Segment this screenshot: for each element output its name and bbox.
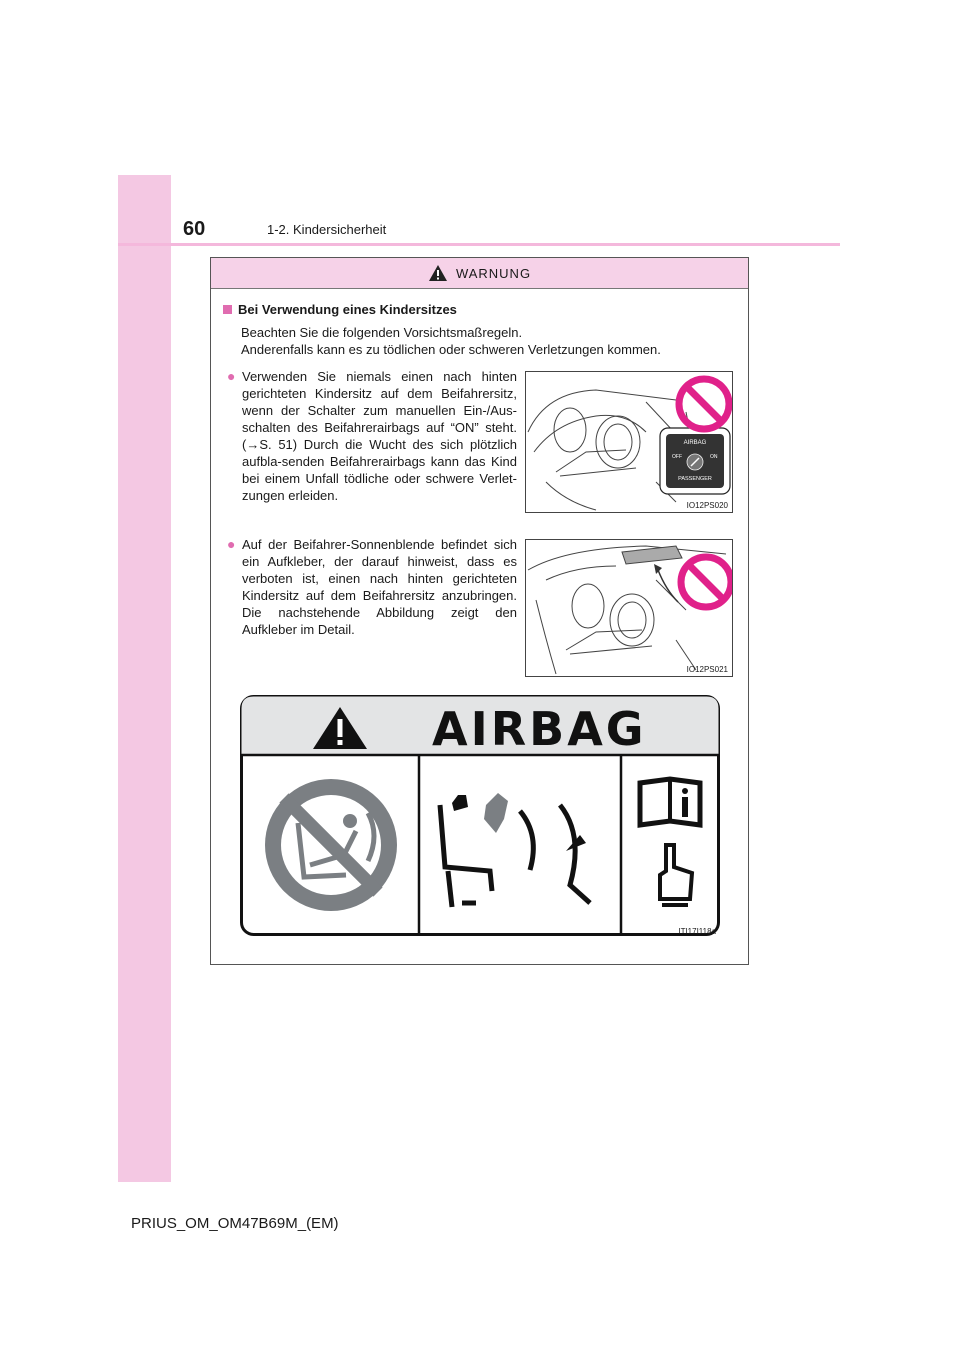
intro-line-2: Anderenfalls kann es zu tödlichen oder schweren Verletzungen kommen. (241, 342, 661, 357)
figure-sun-visor (525, 539, 733, 677)
prohibition-icon (265, 779, 397, 911)
section-title: 1-2. Kindersicherheit (267, 222, 387, 237)
switch-passenger-text: PASSENGER (678, 476, 712, 482)
warning-box (210, 257, 749, 965)
circle-bullet-icon: ● (227, 368, 236, 384)
airbag-label-illustration (240, 695, 720, 941)
prohibition-icon (679, 379, 729, 429)
subtitle-text: Bei Verwendung eines Kindersitzes (238, 302, 457, 317)
circle-bullet-icon: ● (227, 536, 236, 552)
warning-heading: WARNUNG (455, 265, 532, 281)
page-number: 60 (183, 218, 206, 240)
intro-line-1: Beachten Sie die folgenden Vorsichtsmaßregeln. (241, 325, 523, 340)
warning-triangle-icon (428, 264, 448, 282)
label-figure-code: ITI17I118a (678, 927, 716, 936)
figure-2-code: IO12PS021 (686, 665, 728, 674)
bullet-item-1 (227, 368, 517, 504)
car-interior-switch-illustration (526, 372, 732, 512)
intro-text (241, 324, 741, 358)
bullet-2-text: Auf der Beifahrer-Sonnenblende befindet sich ein Aufkleber, der darauf hinweist, dass es verboten ist, einen nach hinten gerichteten Kindersitz auf dem Beifahrersitz anzubringen. Die nachstehende Abbildung zeigt den Aufkleber im Detail. (242, 537, 517, 637)
figure-airbag-switch (525, 371, 733, 513)
switch-airbag-text: AIRBAG (683, 440, 707, 446)
car-interior-visor-illustration (526, 540, 732, 676)
square-bullet-icon (223, 305, 232, 314)
margin-band (118, 175, 171, 1182)
switch-on-text: ON (710, 454, 718, 460)
bullet-1-text: Verwenden Sie niemals einen nach hinten gerichteten Kindersitz auf dem Beifahrersitz, wenn der Schalter zum manuellen Ein-/Aus-schalten des Beifahrerairbags auf “ON” steht. (→S. 51) Durch die Wucht des sich plötzlich aufbla-senden Beifahrerairbags kann das Kind bei einem Unfall tödliche oder schwere Verlet-zungen erleiden. (242, 369, 517, 503)
footer-manual-id: PRIUS_OM_OM47B69M_(EM) (131, 1215, 339, 1232)
figure-1-code: IO12PS020 (686, 501, 728, 510)
switch-off-text: OFF (672, 454, 682, 460)
bullet-item-2 (227, 536, 517, 638)
warning-header (211, 258, 748, 289)
header-rule (118, 243, 840, 246)
label-title: AIRBAG (432, 702, 647, 756)
warning-subtitle (223, 302, 457, 317)
prohibition-icon (681, 557, 731, 607)
airbag-label-figure (240, 695, 720, 941)
